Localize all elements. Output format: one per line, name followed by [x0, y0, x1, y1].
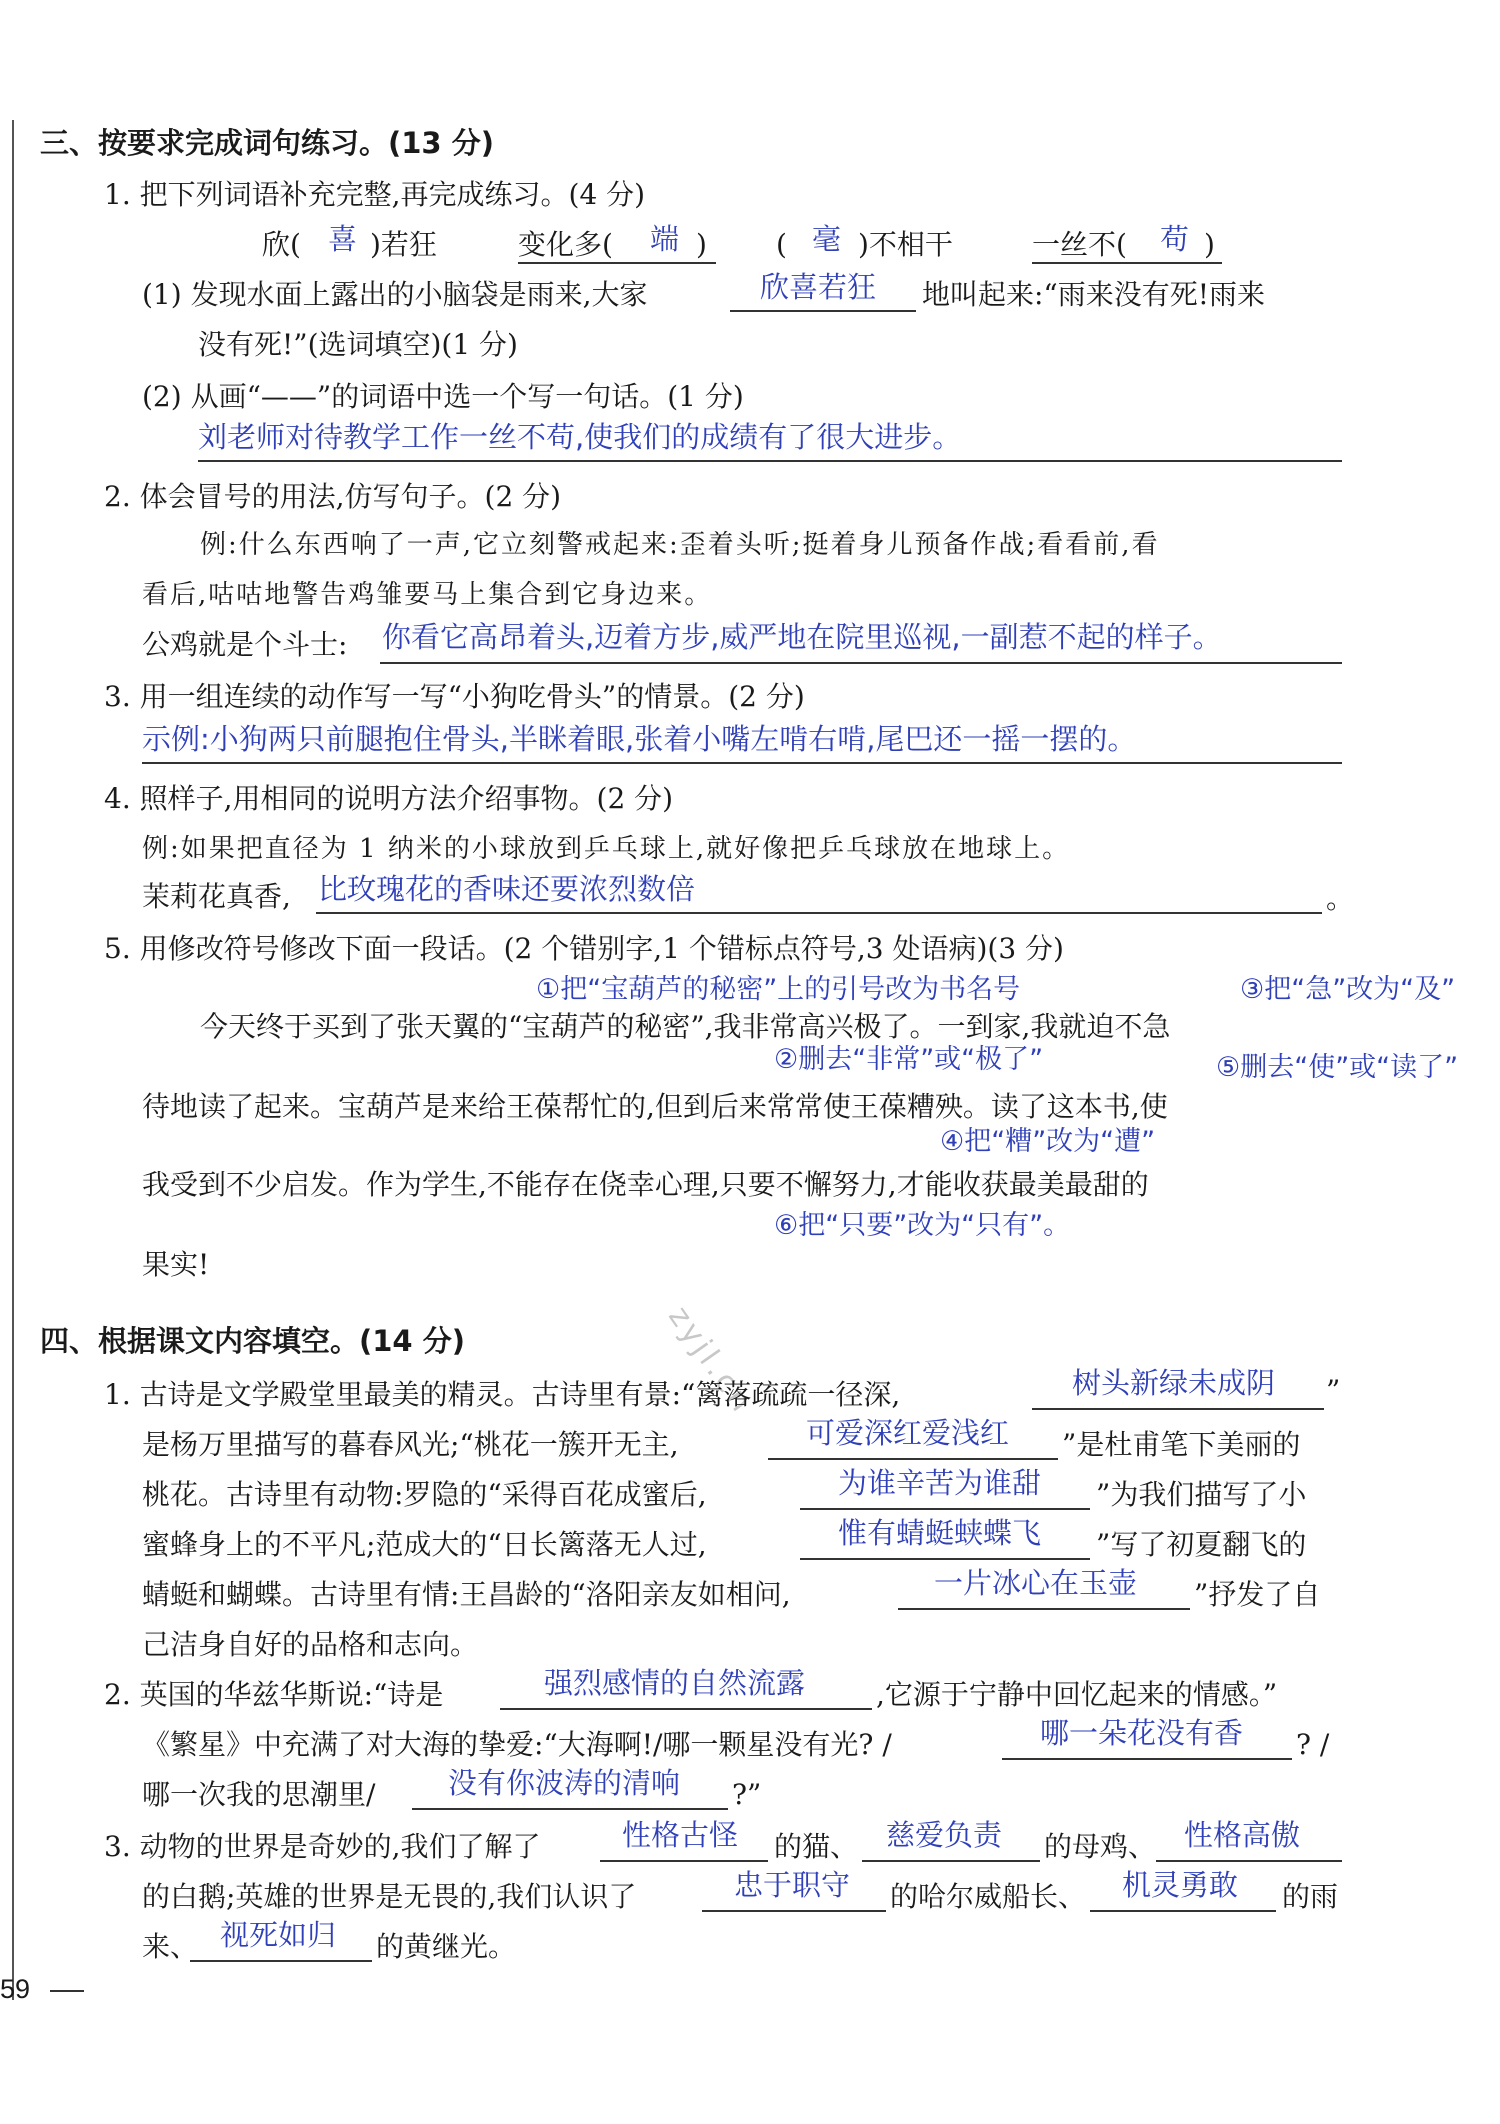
- s4q3-blank-2: [862, 1860, 1040, 1862]
- s4q3-answer-1: 性格古怪: [622, 1818, 739, 1852]
- word-4-suffix: ): [1204, 228, 1215, 261]
- word-3-prefix: (: [776, 228, 787, 261]
- s4q1-answer-1: 树头新绿未成阴: [1072, 1366, 1276, 1400]
- q1-part1-text-b: 地叫起来:“雨来没有死!雨来: [922, 278, 1266, 311]
- s4q3-line1-text-a: 3. 动物的世界是奇妙的,我们了解了: [104, 1830, 541, 1863]
- q3-answer: 示例:小狗两只前腿抱住骨头,半眯着眼,张着小嘴左啃右啃,尾巴还一摇一摆的。: [142, 722, 1137, 756]
- s4q3-line2-text-a: 的白鹅;英雄的世界是无畏的,我们认识了: [142, 1880, 637, 1913]
- page-number: 59: [0, 1974, 31, 2004]
- q5-correction-2: ②删去“非常”或“极了”: [774, 1044, 1044, 1075]
- left-margin-line: [12, 120, 14, 2000]
- s4q1-blank-5: [898, 1608, 1190, 1610]
- s4q1-line3-text-b: ”为我们描写了小: [1096, 1478, 1307, 1511]
- s4q1-line3-text-a: 桃花。古诗里有动物:罗隐的“采得百花成蜜后,: [142, 1478, 707, 1511]
- s4q1-line2-text-b: ”是杜甫笔下美丽的: [1062, 1428, 1301, 1461]
- q5-correction-3: ③把“急”改为“及”: [1240, 974, 1456, 1005]
- s4q1-line5-text-a: 蜻蜓和蝴蝶。古诗里有情:王昌龄的“洛阳亲友如相问,: [142, 1578, 791, 1611]
- s4q1-line2-text-a: 是杨万里描写的暮春风光;“桃花一簇开无主,: [142, 1428, 679, 1461]
- q2-answer: 你看它高昂着头,迈着方步,威严地在院里巡视,一副惹不起的样子。: [382, 620, 1222, 654]
- s4q2-blank-2: [1002, 1758, 1292, 1760]
- word-4-answer: 苟: [1160, 222, 1190, 256]
- s4q2-line3-text-a: 哪一次我的思潮里/: [142, 1778, 376, 1811]
- word-4-underline: [1032, 262, 1222, 264]
- s4q3-blank-6: [190, 1960, 372, 1962]
- word-1-answer: 喜: [328, 222, 358, 256]
- q2-example-line2: 看后,咕咕地警告鸡雏要马上集合到它身边来。: [142, 580, 713, 610]
- s4q2-line3-text-b: ?”: [732, 1778, 762, 1811]
- s4q3-line2-text-b: 的哈尔威船长、: [890, 1880, 1087, 1913]
- s4q3-blank-1: [600, 1860, 768, 1862]
- s4q2-answer-1: 强烈感情的自然流露: [544, 1666, 806, 1700]
- q5-correction-1: ①把“宝葫芦的秘密”上的引号改为书名号: [536, 974, 1021, 1005]
- word-2-answer: 端: [650, 222, 680, 256]
- q1-part1-answer: 欣喜若狂: [760, 270, 877, 304]
- word-2-prefix: 变化多(: [518, 228, 613, 261]
- s4q3-answer-5: 机灵勇敢: [1122, 1868, 1239, 1902]
- s4q1-blank-3: [800, 1508, 1090, 1510]
- q2-prompt: 2. 体会冒号的用法,仿写句子。(2 分): [104, 480, 562, 513]
- word-2-underline: [518, 262, 716, 264]
- s4q3-answer-4: 忠于职守: [734, 1868, 851, 1902]
- q1-part2-answer: 刘老师对待教学工作一丝不苟,使我们的成绩有了很大进步。: [198, 420, 962, 454]
- q5-correction-5: ⑤删去“使”或“读了”: [1216, 1052, 1459, 1083]
- word-3-answer: 毫: [812, 222, 842, 256]
- q4-answer-line: [316, 912, 1322, 914]
- s4q1-answer-2: 可爱深红爱浅红: [806, 1416, 1010, 1450]
- word-1-prefix: 欣(: [262, 228, 301, 261]
- q2-answer-line: [380, 662, 1342, 664]
- q3-prompt: 3. 用一组连续的动作写一写“小狗吃骨头”的情景。(2 分): [104, 680, 805, 713]
- s4q3-blank-3: [1156, 1860, 1342, 1862]
- q1-part2-prompt: (2) 从画“——”的词语中选一个写一句话。(1 分): [142, 380, 744, 413]
- s4q3-answer-3: 性格高傲: [1184, 1818, 1301, 1852]
- s4q2-answer-3: 没有你波涛的清响: [448, 1766, 681, 1800]
- q5-prompt: 5. 用修改符号修改下面一段话。(2 个错别字,1 个错标点符号,3 处语病)(3 分): [104, 932, 1064, 965]
- section-4-heading: 四、根据课文内容填空。(14 分): [40, 1324, 465, 1358]
- s4q3-blank-4: [702, 1910, 886, 1912]
- q5-paragraph-line2: 待地读了起来。宝葫芦是来给王葆帮忙的,但到后来常常使王葆糟殃。读了这本书,使: [142, 1090, 1168, 1123]
- q1-part2-answer-line: [198, 460, 1342, 462]
- s4q1-blank-2: [768, 1458, 1058, 1460]
- section-3-heading: 三、按要求完成词句练习。(13 分): [40, 126, 494, 160]
- s4q1-blank-4: [800, 1558, 1090, 1560]
- s4q1-line4-text-a: 蜜蜂身上的不平凡;范成大的“日长篱落无人过,: [142, 1528, 707, 1561]
- s4q3-answer-6: 视死如归: [220, 1918, 337, 1952]
- s4q1-answer-4: 惟有蜻蜓蛱蝶飞: [838, 1516, 1042, 1550]
- watermark: zyjl.cn: [661, 1300, 761, 1422]
- q5-correction-4: ④把“糟”改为“遭”: [940, 1126, 1156, 1157]
- q5-correction-6: ⑥把“只要”改为“只有”。: [774, 1210, 1071, 1241]
- s4q2-answer-2: 哪一朵花没有香: [1040, 1716, 1244, 1750]
- q1-part1-blank: [730, 310, 916, 312]
- word-4-prefix: 一丝不(: [1032, 228, 1127, 261]
- q4-answer: 比玫瑰花的香味还要浓烈数倍: [318, 872, 696, 906]
- s4q1-line5-text-b: ”抒发了自: [1194, 1578, 1321, 1611]
- s4q3-line1-text-c: 的母鸡、: [1044, 1830, 1157, 1863]
- word-3-suffix: )不相干: [858, 228, 953, 261]
- q4-example: 例:如果把直径为 1 纳米的小球放到乒乓球上,就好像把乒乓球放在地球上。: [142, 834, 1071, 864]
- s4q2-line1-text-b: ,它源于宁静中回忆起来的情感。”: [876, 1678, 1278, 1711]
- q2-example-line1: 例:什么东西响了一声,它立刻警戒起来:歪着头听;挺着身儿预备作战;看看前,看: [200, 530, 1160, 560]
- word-2-suffix: ): [696, 228, 707, 261]
- s4q2-line2-text-b: ? /: [1296, 1728, 1330, 1761]
- q4-end-punct: 。: [1326, 882, 1355, 915]
- s4q1-line1-text-a: 1. 古诗是文学殿堂里最美的精灵。古诗里有景:“篱落疏疏一径深,: [104, 1378, 901, 1411]
- q1-part1-text-c: 没有死!”(选词填空)(1 分): [198, 328, 518, 361]
- q3-answer-line: [142, 762, 1342, 764]
- s4q3-line2-text-c: 的雨: [1282, 1880, 1339, 1913]
- s4q1-line4-text-b: ”写了初夏翻飞的: [1096, 1528, 1307, 1561]
- s4q3-line3-text-a: 来、: [142, 1930, 199, 1963]
- s4q3-blank-5: [1090, 1910, 1276, 1912]
- q4-lead-text: 茉莉花真香,: [142, 880, 291, 913]
- s4q3-line1-text-b: 的猫、: [774, 1830, 859, 1863]
- s4q1-line1-text-b: ”: [1326, 1374, 1341, 1407]
- s4q3-line3-text-b: 的黄继光。: [376, 1930, 517, 1963]
- q5-paragraph-line3: 我受到不少启发。作为学生,不能存在侥幸心理,只要不懈努力,才能收获最美最甜的: [142, 1168, 1149, 1201]
- page-number-dash: [50, 1990, 84, 1992]
- q5-paragraph-line4: 果实!: [142, 1248, 210, 1281]
- s4q2-blank-1: [500, 1708, 872, 1710]
- q1-part1-text-a: (1) 发现水面上露出的小脑袋是雨来,大家: [142, 278, 648, 311]
- word-1-suffix: )若狂: [370, 228, 437, 261]
- s4q3-answer-2: 慈爱负责: [886, 1818, 1003, 1852]
- s4q1-answer-5: 一片冰心在玉壶: [934, 1566, 1138, 1600]
- s4q1-answer-3: 为谁辛苦为谁甜: [838, 1466, 1042, 1500]
- q4-prompt: 4. 照样子,用相同的说明方法介绍事物。(2 分): [104, 782, 674, 815]
- s4q2-line2-text-a: 《繁星》中充满了对大海的挚爱:“大海啊!/哪一颗星没有光? /: [142, 1728, 892, 1761]
- q5-paragraph-line1: 今天终于买到了张天翼的“宝葫芦的秘密”,我非常高兴极了。一到家,我就迫不急: [200, 1010, 1171, 1043]
- s4q2-blank-3: [412, 1808, 728, 1810]
- s4q1-blank-1: [1032, 1408, 1324, 1410]
- q2-lead-text: 公鸡就是个斗士:: [142, 628, 348, 661]
- s4q1-line6: 己洁身自好的品格和志向。: [142, 1628, 479, 1661]
- s4q2-line1-text-a: 2. 英国的华兹华斯说:“诗是: [104, 1678, 444, 1711]
- q1-prompt: 1. 把下列词语补充完整,再完成练习。(4 分): [104, 178, 646, 211]
